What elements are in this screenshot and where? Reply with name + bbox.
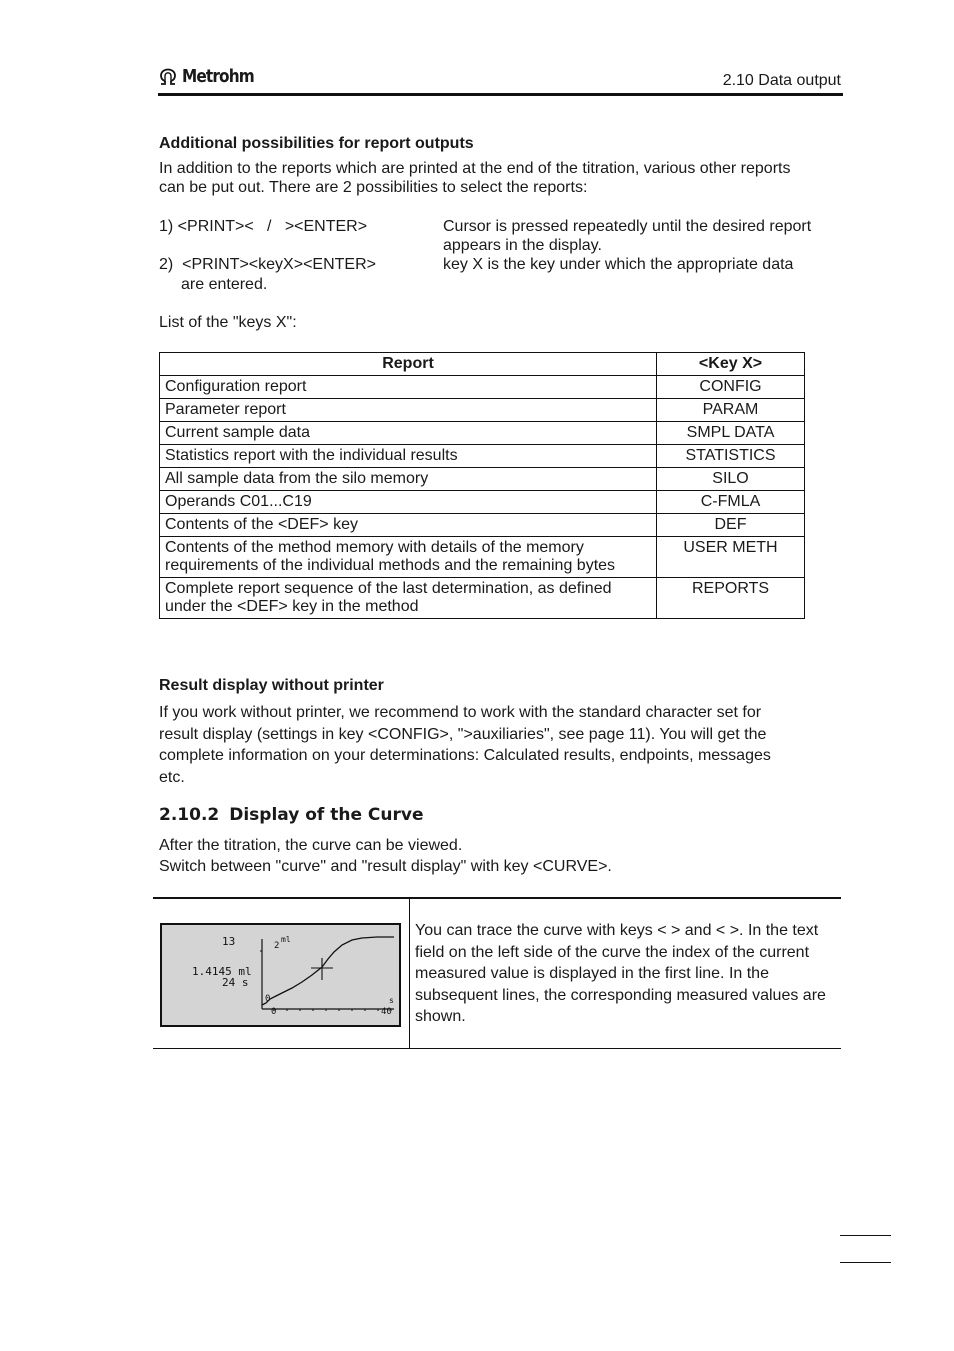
curve-box-divider: [409, 898, 410, 1049]
report-cell: Operands C01...C19: [160, 491, 657, 514]
lcd-x-end: 40: [381, 1007, 392, 1017]
lcd-volume: 1.4145 ml: [192, 965, 252, 978]
table-row: [160, 491, 805, 514]
footer-rule-upper: [840, 1235, 891, 1236]
method2-desc-line2: are entered.: [181, 276, 268, 293]
curve-intro-line1: After the titration, the curve can be viewed.: [159, 837, 463, 854]
brand-logo: [158, 66, 267, 87]
key-cell: SMPL DATA: [657, 422, 805, 445]
page-header: [158, 64, 843, 96]
result-display-line1: If you work without printer, we recommend to work with the standard character set for: [159, 704, 762, 721]
keys-list-label: List of the "keys X":: [159, 314, 297, 331]
lcd-y-top: 2: [274, 941, 280, 951]
method1-keys: 1) <PRINT>< / ><ENTER>: [159, 218, 368, 235]
table-row: [160, 514, 805, 537]
lcd-x-start: 0: [271, 1007, 277, 1017]
result-display-heading: Result display without printer: [159, 677, 384, 694]
key-cell: REPORTS: [657, 578, 805, 619]
table-row: [160, 445, 805, 468]
report-cell: Contents of the <DEF> key: [160, 514, 657, 537]
section-reference: 2.10 Data output: [722, 72, 841, 89]
report-cell: Current sample data: [160, 422, 657, 445]
method2-keys: 2) <PRINT><keyX><ENTER>: [159, 256, 376, 273]
section-number: 2.10.2: [159, 805, 220, 825]
curve-description: You can trace the curve with keys < > and < >. In the text field on the left side of the curve the index of the current measured value is displayed in the first line. In the subsequent lines, the corresponding measured values are shown.: [415, 922, 826, 1025]
table-header-row: [160, 353, 805, 376]
column-header-key: <Key X>: [657, 353, 805, 376]
titration-curve-plot: [162, 925, 399, 1025]
key-cell: CONFIG: [657, 376, 805, 399]
method2-desc-line1: key X is the key under which the appropriate data: [443, 256, 794, 273]
table-row: [160, 468, 805, 491]
report-cell: Contents of the method memory with details of the memory requirements of the individual methods and the remaining bytes: [160, 537, 657, 578]
key-cell: STATISTICS: [657, 445, 805, 468]
table-row: [160, 537, 805, 578]
table-row: [160, 399, 805, 422]
lcd-x-unit: s: [389, 996, 394, 1005]
result-display-line4: etc.: [159, 768, 185, 786]
result-display-line3: complete information on your determinations: Calculated results, endpoints, messages: [159, 747, 771, 764]
additional-intro-line2: can be put out. There are 2 possibilities to select the reports:: [159, 179, 588, 196]
key-cell: PARAM: [657, 399, 805, 422]
lcd-time: 24 s: [222, 976, 249, 989]
method1-desc-line1: Cursor is pressed repeatedly until the desired report: [443, 218, 812, 235]
crosshair-cursor: [311, 958, 333, 980]
key-cell: USER METH: [657, 537, 805, 578]
curve-intro-line2: Switch between "curve" and "result display" with key <CURVE>.: [159, 858, 612, 875]
report-keys-table: [159, 352, 805, 619]
brand-name: Metrohm: [182, 66, 254, 87]
key-cell: SILO: [657, 468, 805, 491]
report-cell: All sample data from the silo memory: [160, 468, 657, 491]
omega-icon: [158, 68, 178, 86]
lcd-y-zero: 0: [265, 994, 271, 1004]
lcd-curve-display: [160, 923, 401, 1027]
key-cell: C-FMLA: [657, 491, 805, 514]
method1-desc-line2: appears in the display.: [443, 237, 602, 254]
table-row: [160, 578, 805, 619]
section-heading-curve: [159, 805, 423, 825]
section-title: Display of the Curve: [229, 805, 424, 825]
result-display-line2: result display (settings in key <CONFIG>, ">auxiliaries", see page 11). You will get the: [159, 725, 767, 743]
table-row: [160, 422, 805, 445]
curve-box-top-rule: [153, 897, 841, 899]
lcd-y-unit: ml: [281, 935, 291, 944]
curve-box-bottom-rule: [153, 1048, 841, 1049]
report-cell: Configuration report: [160, 376, 657, 399]
lcd-index: 13: [222, 935, 236, 948]
column-header-report: Report: [160, 353, 657, 376]
key-cell: DEF: [657, 514, 805, 537]
footer-rule-lower: [840, 1262, 891, 1263]
report-cell: Parameter report: [160, 399, 657, 422]
report-cell: Complete report sequence of the last determination, as defined under the <DEF> key in the method: [160, 578, 657, 619]
additional-intro-line1: In addition to the reports which are printed at the end of the titration, various other reports: [159, 160, 791, 177]
table-row: [160, 376, 805, 399]
report-cell: Statistics report with the individual results: [160, 445, 657, 468]
additional-heading: Additional possibilities for report outputs: [159, 135, 474, 152]
